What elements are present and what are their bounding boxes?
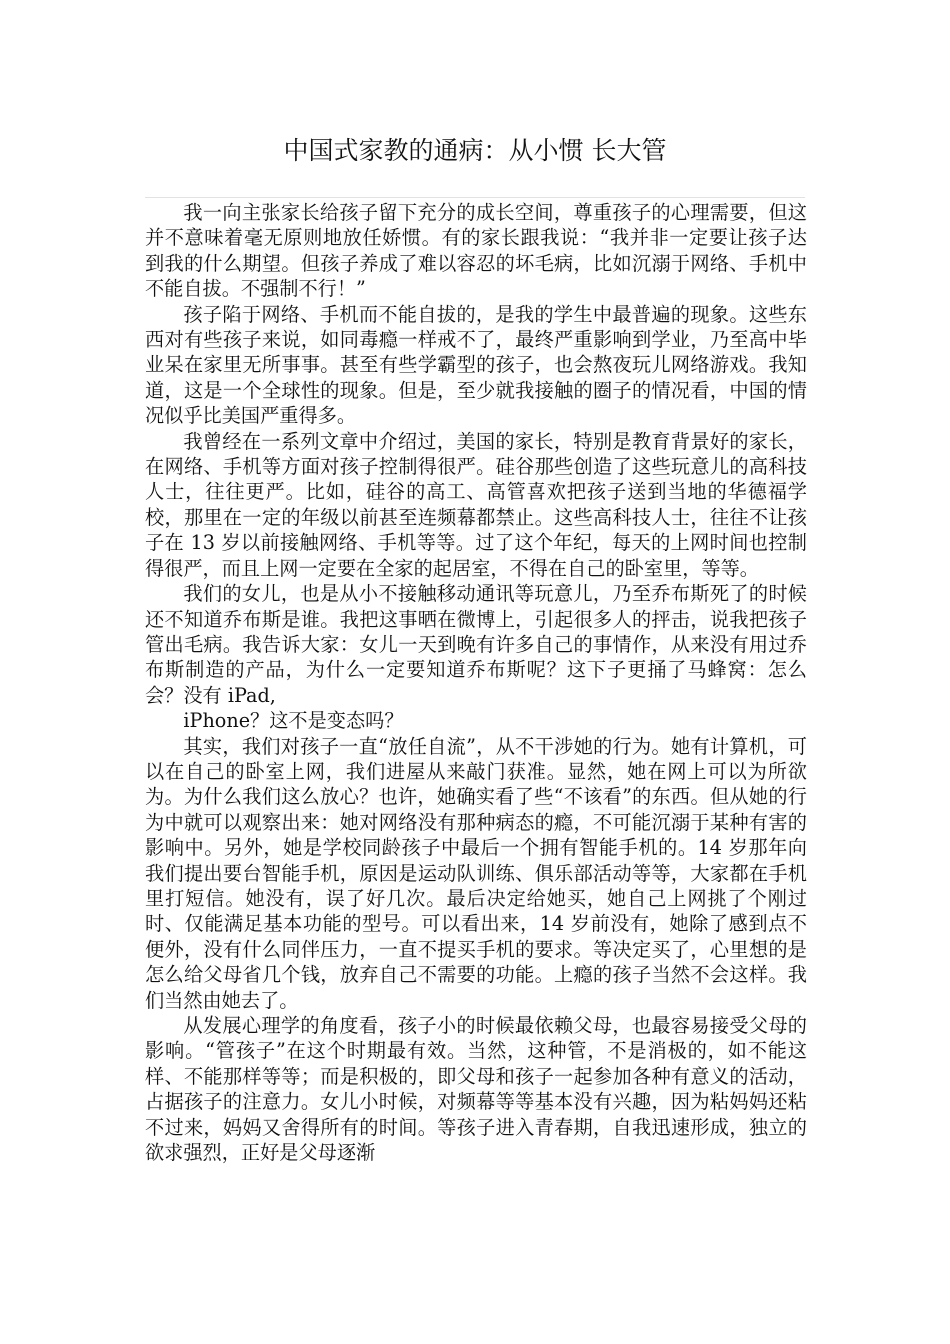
paragraph-3: 我曾经在一系列文章中介绍过，美国的家长，特别是教育背景好的家长，在网络、手机等方面对孩子控制得很严。硅谷那些创造了这些玩意儿的高科技人士，往往更严。比如，硅谷的高工、高管喜欢把孩子送到当地的华德福学校，那里在一定的年级以前甚至连频幕都禁止。这些高科技人士，往往不让孩子在 13 岁以前接触网络、手机等等。过了这个年纪，每天的上网时间也控制得很严，而且上网一定要在全家的起居室，不得在自己的卧室里，等等。 (145, 429, 807, 580)
paragraph-4: 我们的女儿，也是从小不接触移动通讯等玩意儿，乃至乔布斯死了的时候还不知道乔布斯是谁。我把这事晒在微博上，引起很多人的抨击，说我把孩子管出毛病。我告诉大家：女儿一天到晚有许多自己的事情作，从来没有用过乔布斯制造的产品，为什么一定要知道乔布斯呢？这下子更捅了马蜂窝：怎么会？没有 iPad, (145, 582, 807, 707)
paragraph-1: 我一向主张家长给孩子留下充分的成长空间，尊重孩子的心理需要，但这并不意味着毫无原则地放任娇惯。有的家长跟我说：“我并非一定要让孩子达到我的什么期望。但孩子养成了难以容忍的坏毛病，比如沉溺于网络、手机中不能自拔。不强制不行！” (145, 201, 807, 301)
title-divider (145, 197, 805, 198)
paragraph-5: iPhone？这不是变态吗？ (183, 709, 404, 733)
page-title: 中国式家教的通病：从小惯 长大管 (283, 136, 667, 165)
paragraph-2: 孩子陷于网络、手机而不能自拔的，是我的学生中最普遍的现象。这些东西对有些孩子来说，如同毒瘾一样戒不了，最终严重影响到学业，乃至高中毕业呆在家里无所事事。甚至有些学霸型的孩子，也会熬夜玩儿网络游戏。我知道，这是一个全球性的现象。但是，至少就我接触的圈子的情况看，中国的情况似乎比美国严重得多。 (145, 302, 807, 428)
article-body (145, 200, 807, 1165)
paragraph-6: 其实，我们对孩子一直“放任自流”，从不干涉她的行为。她有计算机，可以在自己的卧室上网，我们进屋从来敲门获准。显然，她在网上可以为所欲为。为什么我们这么放心？也许，她确实看了些“不该看”的东西。但从她的行为中就可以观察出来：她对网络没有那种病态的瘾，不可能沉溺于某种有害的影响中。另外，她是学校同龄孩子中最后一个拥有智能手机的。14 岁那年向我们提出要台智能手机，原因是运动队训练、俱乐部活动等等，大家都在手机里打短信。她没有，误了好几次。最后决定给她买，她自己上网挑了个刚过时、仅能满足基本功能的型号。可以看出来，14 岁前没有，她除了感到点不便外，没有什么同伴压力，一直不提买手机的要求。等决定买了，心里想的是怎么给父母省几个钱，放弃自己不需要的功能。上瘾的孩子当然不会这样。我们当然由她去了。 (145, 734, 807, 1012)
paragraph-7: 从发展心理学的角度看，孩子小的时候最依赖父母，也最容易接受父母的影响。“管孩子”在这个时期最有效。当然，这种管，不是消极的，如不能这样、不能那样等等；而是积极的，即父母和孩子一起参加各种有意义的活动，占据孩子的注意力。女儿小时候，对频幕等等基本没有兴趣，因为粘妈妈还粘不过来，妈妈又舍得所有的时间。等孩子进入青春期，自我迅速形成，独立的欲求强烈，正好是父母逐渐 (145, 1014, 807, 1165)
